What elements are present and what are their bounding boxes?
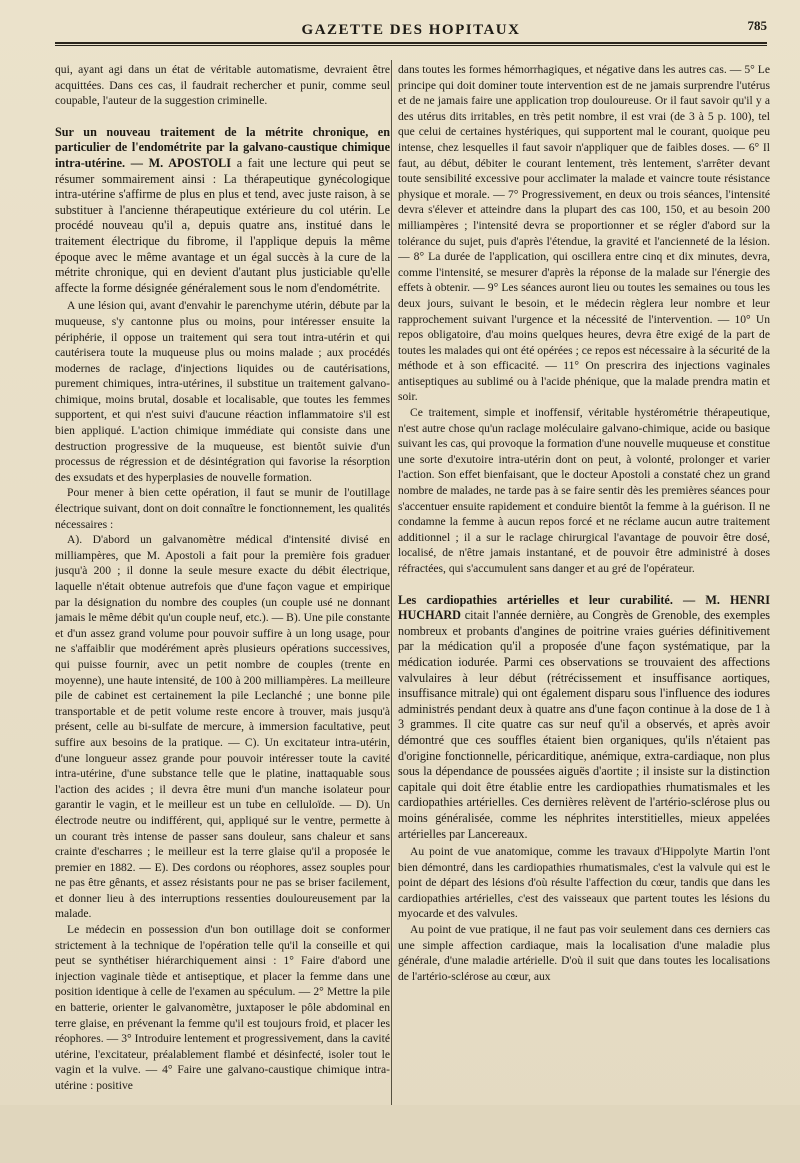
article-title-cardiopathies [398,593,770,843]
article-title-metrite [55,125,390,297]
article-heading: Les cardiopathies artérielles et leur curabilité. — [398,592,696,607]
paragraph: Au point de vue anatomique, comme les travaux d'Hippolyte Martin l'ont bien démontré, dans les cardiopathies rhumatismales, c'est la valvule qui est le point de départ des lésions d'où résulte l'affection du cœur, tandis que dans les cardiopathies artérielles, c'est des vaisseaux que partent toutes les lésions du myocarde et des valvules. [398,845,770,921]
page-number: 785 [747,18,767,33]
left-column [55,62,390,1102]
article-heading: Sur un nouveau traitement de la métrite chronique, en particulier de l'endométrite par la galvano-caustique chimique intra-utérine. — [55,124,390,170]
header-rule [55,45,767,46]
page-margin-bottom [0,1105,800,1163]
paragraph: dans toutes les formes hémorrhagiques, et négative dans les autres cas. — 5° Le principe qui doit dominer toute intervention est de ne jamais surprendre l'utérus et de ne jamais faire une application trop douloureuse. Or il faut savoir qu'il y a des utérus dits irritables, en très petit nombre, il est vrai (de 3 à 5 p. 100), tel que celui de certaines hystériques, qui supportent mal le courant, quoique peu intense, chez lesquelles il faut savoir n'appliquer que de faibles doses. — 6° Il faut, au début, débiter le courant lentement, très lentement, s'arrêter devant toute sensibilité excessive pour acclimater la malade et vaincre toute résistance physique et morale. — 7° Progressivement, en deux ou trois séances, l'intensité devra s'élever et atteindre dans la plupart des cas 100, 150, et au besoin 200 milliampères ; l'intensité devra se proportionner et se régler d'abord sur la tolérance du sujet, puis d'après l'étendue, la gravité et l'ancienneté de la lésion. — 8° La durée de l'application, qui oscillera entre cinq et dix minutes, devra, comme l'intensité, se mesurer d'après la réponse de la malade sur l'énergie des effets à obtenir. — 9° Les séances auront lieu ou toutes les semaines ou tous les deux jours, suivant le besoin, et le médecin règlera leur nombre et leur rapprochement suivant l'urgence et la nécessité de l'intervention. — 10° Un repos obligatoire, d'au moins quelques heures, devra être exigé de la part de toutes les malades qui ont été opérées ; ce repos est nécessaire à la sécurité de la méthode et à son efficacité. — 11° On prescrira des injections vaginales antiseptiques au sublimé ou à l'acide phénique, que la malade prendra matin et soir. [398,63,770,404]
paragraph: Ce traitement, simple et inoffensif, véritable hystérométrie thérapeutique, n'est autre chose qu'un raclage moléculaire galvano-chimique, acide ou basique suivant les cas, qui provoque la formation d'une nouvelle muqueuse et constitue une sorte d'exutoire intra-utérin dont on peut, à volonté, prolonger et varier l'action. Son effet bienfaisant, que le docteur Apostoli a constaté chez un grand nombre de malades, ne tarde pas à se faire sentir dès les premières séances pour s'accentuer ensuite rapidement et conduire bientôt la femme à la guérison. Il ne condamne la femme à aucun repos forcé et ne réclame aucun autre traitement additionnel ; il a sur le raclage chirurgical l'avantage de pouvoir être dosé, localisé, de n'être jamais instantané, et de pouvoir être administré à doses réfractées, qui s'accumulent sans danger et au gré de l'opérateur. [398,406,770,575]
journal-title: GAZETTE DES HOPITAUX [301,22,521,38]
column-divider [391,60,392,1105]
paragraph: a fait une lecture qui peut se résumer sommairement ainsi : La thérapeutique gynécologique intra-utérine s'affirme de plus en plus et tend, avec juste raison, à se substituer à l'ancienne thérapeutique extérieure du col utérin. Le procédé nouveau qu'il a, depuis quatre ans, institué dans le traitement électrique du fibrome, il l'applique depuis la même époque avec le même avantage et un égal succès à la cure de la métrite chronique, qui en devient d'autant plus justiciable qu'elle affecte la forme désignée généralement sous le nom d'endométrite. [55,155,390,295]
paragraph: Au point de vue pratique, il ne faut pas voir seulement dans ces derniers cas une simple affection cardiaque, mais la localisation d'une maladie plus générale, d'une maladie artérielle. D'où il suit que dans toutes les localisations de l'artério-sclérose au cœur, aux [398,923,770,983]
paragraph: citait l'année dernière, au Congrès de Grenoble, des exemples nombreux et probants d'angines de poitrine vraies guéries définitivement par la médication qu'il a proposée d'une façon systématique, par la médication iodurée. Parmi ces observations se trouvaient des affections valvulaires à leur début (rétrécissement et insuffisance aortiques, insuffisance mitrale) qui ont également disparu sous l'influence des iodures administrés pendant deux à quatre ans d'une façon continue à la dose de 1 à 3 grammes. Il cite quatre cas sur neuf qu'il a observés, et après avoir démontré que ces souffles étaient bien organiques, qu'ils n'étaient pas d'origine fonctionnelle, péricarditique, anémique, extra-cardiaque, non plus sous la dépendance de poussées aiguës d'aortite ; il insiste sur la distinction capitale qui doit être établie entre les cardiopathies rhumatismales et les cardiopathies artérielles. Ces dernières relèvent de l'artério-sclérose plus ou moins généralisée, comme les néphrites interstitielles, mieux appelées artérielles par Lancereaux. [398,608,770,841]
page-header [55,18,767,44]
right-column [398,62,770,1102]
paragraph: A une lésion qui, avant d'envahir le parenchyme utérin, débute par la muqueuse, s'y cantonne plus ou moins, pour intéresser ensuite la périphérie, il oppose un traitement qui sera tout intra-utérin et qui cautérisera toute la muqueuse plus ou moins malade ; aux procédés modernes de raclage, d'injections liquides ou de cautérisations, purement chimiques, intra-utérines, il substitue un traitement galvano-chimique, moins brutal, dosable et localisable, que toutes les femmes supportent, et qui n'est suivi d'aucune réaction inflammatoire s'il est bien appliqué. L'action chimique immédiate qui consiste dans une destruction progressive de la muqueuse, est bientôt suivie d'un processus de régression et de désintégration qui favorise la résorption des exsudats et des hyperplasies de nouvelle formation. [55,299,390,484]
article-author: M. APOSTOLI [148,155,231,170]
paragraph: Le médecin en possession d'un bon outillage doit se conformer strictement à la technique de l'opération telle qu'il la conseille et qui peut se synthétiser hiérarchiquement ainsi : 1° Faire d'abord une injection vaginale tiède et antiseptique, et placer la femme dans une position identique à celle de l'examen au spéculum. — 2° Mettre la pile en batterie, orienter le galvanomètre, juxtaposer le pôle abdominal en terre glaise, en prévenant la femme qu'il est toujours froid, et placer les réophores. — 3° Introduire lentement et progressivement, dans la cavité utérine, l'excitateur, préalablement flambé et désinfecté, isoler tout le vagin et la vulve. — 4° Faire une galvano-caustique chimique intra-utérine : positive [55,923,390,1092]
paragraph: qui, ayant agi dans un état de véritable automatisme, devraient être acquittées. Dans ces cas, il faudrait rechercher et punir, comme seul coupable, l'auteur de la suggestion criminelle. [55,63,390,108]
paragraph: Pour mener à bien cette opération, il faut se munir de l'outillage électrique suivant, dont on doit connaître le fonctionnement, les qualités nécessaires : [55,486,390,531]
paragraph: A). D'abord un galvanomètre médical d'intensité divisé en milliampères, que M. Apostoli a fait pour la première fois graduer jusqu'à 200 ; il donne la seule mesure exacte du débit électrique, laquelle n'était obtenue autrefois que d'une façon vague et empirique par la désignation du nombre des couples (un couple usé ne donnant jamais le même débit qu'un couple neuf, etc.). — B). Une pile constante et d'un assez grand volume pour pouvoir suffire à un long usage, pour ne s'affaiblir que modérément après plusieurs opérations successives, qui puisse fournir, avec un petit nombre de couples (trente en moyenne), une haute intensité, de 100 à 200 milliampères. La meilleure pile de cabinet est certainement la pile Leclanché ; une bonne pile transportable et de petit volume reste encore à trouver, mais jusqu'à présent, celle au bi-sulfate de mercure, à immersion facultative, peut suffire aux besoins de la pratique. — C). Un excitateur intra-utérin, d'une longueur assez grande pour pouvoir intéresser toute la cavité intra-utérine, d'une substance telle que le platine, inattaquable sous l'action des acides ; il devra être muni d'un manche isolateur pour garantir le vagin, et le meilleur est un tube en celluloïde. — D). Un électrode neutre ou indifférent, qui, appliqué sur le ventre, permette à un courant très intense de passer sans douleur, sans chaleur et sans crainte d'escharres ; le meilleur est la terre glaise qu'il a proposée le premier en 1882. — E). Des cordons ou réophores, assez souples pour ne pas être gênants, et assez résistants pour ne pas se briser facilement, et donner lieu à des interruptions ressenties douloureusement par la malade. [55,533,390,921]
article-author: M. HENRI HUCHARD [398,592,770,623]
